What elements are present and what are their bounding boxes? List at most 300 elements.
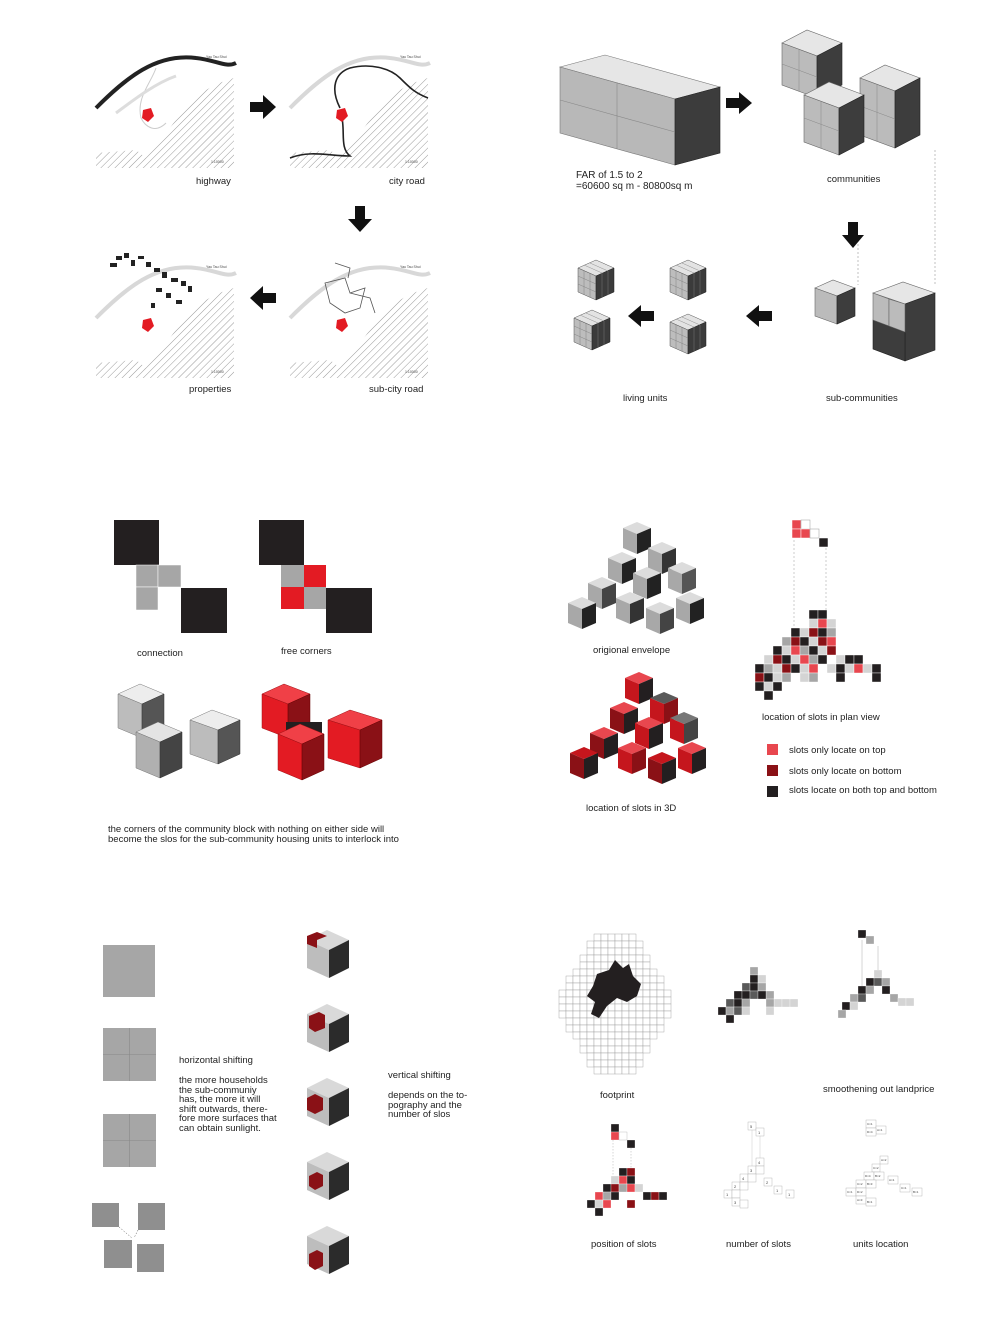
smoothening-grid-2 [834, 928, 919, 1028]
footprint-cell [615, 1039, 622, 1046]
footprint-cell [587, 1060, 594, 1067]
footprint-cell [643, 983, 650, 990]
plan-cell [818, 610, 827, 619]
footprint-cell [643, 1011, 650, 1018]
smoothening-grid-1 [714, 965, 799, 1025]
footprint-cell [601, 1046, 608, 1053]
footprint-cell [629, 1046, 636, 1053]
footprint-cell [601, 1039, 608, 1046]
svg-text:A×1: A×1 [889, 1178, 895, 1182]
plan-cell [809, 664, 818, 673]
plan-cell [836, 673, 845, 682]
corners-note-line-2: become the slos for the sub-community housing units to interlock into [108, 834, 399, 845]
footprint-cell [636, 962, 643, 969]
footprint-cell [643, 969, 650, 976]
caption-units-location: units location [853, 1239, 909, 1250]
footprint-cell [650, 997, 657, 1004]
footprint-cell [636, 969, 643, 976]
map-properties [96, 248, 236, 383]
svg-text:1: 1 [776, 1188, 779, 1193]
footprint-cell [636, 997, 643, 1004]
plan-cell [818, 646, 827, 655]
footprint-cell [608, 1018, 615, 1025]
plan-cell [773, 682, 782, 691]
svg-text:C×2: C×2 [873, 1166, 879, 1170]
footprint-cell [573, 990, 580, 997]
plan-cell [782, 664, 791, 673]
plan-cell [818, 637, 827, 646]
footprint-cell [643, 997, 650, 1004]
plan-cell [764, 691, 773, 700]
footprint-cell [587, 1018, 594, 1025]
footprint-cell [615, 1032, 622, 1039]
plan-cell [755, 664, 764, 673]
desc-line: the sub-communiy [179, 1084, 257, 1096]
footprint-cell [615, 1025, 622, 1032]
footprint-cell [636, 1018, 643, 1025]
svg-text:3: 3 [734, 1200, 737, 1205]
plan-cell [872, 673, 881, 682]
svg-text:B×1: B×1 [913, 1190, 919, 1194]
svg-text:Yau Tau Shui: Yau Tau Shui [400, 55, 421, 59]
footprint-cell [657, 1025, 664, 1032]
map-sub-city-road [290, 248, 430, 383]
footprint-cell [643, 955, 650, 962]
plan-cell [764, 655, 773, 664]
footprint-cell [608, 1053, 615, 1060]
footprint-cell [629, 1011, 636, 1018]
footprint-cell [594, 934, 601, 941]
footprint-grid [557, 932, 677, 1082]
footprint-cell [622, 1018, 629, 1025]
plan-cell [818, 628, 827, 637]
footprint-cell [559, 1004, 566, 1011]
footprint-cell [629, 1018, 636, 1025]
footprint-cell [573, 997, 580, 1004]
footprint-cell [657, 1004, 664, 1011]
footprint-cell [594, 1025, 601, 1032]
plan-cell [809, 637, 818, 646]
footprint-cell [573, 1025, 580, 1032]
footprint-cell [622, 1011, 629, 1018]
svg-text:1:10000: 1:10000 [211, 370, 224, 374]
slots-3d-cubes [570, 670, 715, 785]
footprint-cell [580, 976, 587, 983]
plan-cell [809, 655, 818, 664]
footprint-cell [601, 1067, 608, 1074]
footprint-cell [573, 1004, 580, 1011]
footprint-cell [636, 1011, 643, 1018]
footprint-cell [573, 969, 580, 976]
footprint-cell [615, 948, 622, 955]
footprint-cell [629, 934, 636, 941]
far-block [560, 55, 720, 167]
footprint-cell [622, 955, 629, 962]
desc-line: depends on the to- [388, 1090, 468, 1101]
footprint-cell [615, 941, 622, 948]
footprint-cell [601, 934, 608, 941]
footprint-cell [608, 941, 615, 948]
caption-original-envelope: origional envelope [593, 645, 671, 656]
footprint-cell [573, 983, 580, 990]
plan-cell [764, 664, 773, 673]
svg-text:Yau Tau Shui: Yau Tau Shui [206, 265, 227, 269]
footprint-cell [601, 1025, 608, 1032]
sub-communities-cubes [815, 278, 940, 363]
footprint-cell [608, 948, 615, 955]
footprint-cell [650, 1032, 657, 1039]
footprint-cell [664, 1004, 671, 1011]
svg-text:2: 2 [734, 1184, 737, 1189]
far-line-1: FAR of 1.5 to 2 [576, 170, 643, 181]
footprint-cell [594, 962, 601, 969]
dashed-guides [850, 150, 940, 290]
footprint-cell [650, 990, 657, 997]
footprint-cell [608, 1067, 615, 1074]
desc-line: fore more surfaces that [179, 1113, 277, 1125]
plan-cell [872, 664, 881, 673]
footprint-cell [657, 997, 664, 1004]
svg-text:D×2: D×2 [857, 1190, 863, 1194]
svg-text:1:10000: 1:10000 [211, 160, 224, 164]
footprint-cell [594, 1067, 601, 1074]
plan-cell [782, 655, 791, 664]
svg-text:C×1: C×1 [901, 1186, 907, 1190]
svg-text:C×1: C×1 [867, 1122, 873, 1126]
footprint-cell [566, 990, 573, 997]
footprint-cell [580, 997, 587, 1004]
plan-cell [791, 637, 800, 646]
vertical-shifting-title: vertical shifting [388, 1070, 451, 1081]
footprint-cell [622, 934, 629, 941]
footprint-cell [650, 969, 657, 976]
free-corners-cubes-3d [262, 682, 387, 782]
footprint-cell [594, 955, 601, 962]
footprint-cell [587, 969, 594, 976]
plan-cell [827, 619, 836, 628]
original-envelope-cubes [568, 520, 713, 640]
footprint-cell [615, 1011, 622, 1018]
footprint-cell [615, 1060, 622, 1067]
svg-text:1:10000: 1:10000 [405, 370, 418, 374]
footprint-cell [622, 948, 629, 955]
footprint-cell [580, 1046, 587, 1053]
shift-square-3 [103, 1114, 156, 1167]
caption-connection: connection [137, 648, 183, 659]
svg-text:B×3: B×3 [867, 1182, 873, 1186]
plan-cell [800, 628, 809, 637]
footprint-cell [587, 1046, 594, 1053]
plan-cell [836, 655, 845, 664]
shift-squares-exploded [92, 1200, 172, 1275]
footprint-cell [636, 1039, 643, 1046]
plan-cell [782, 673, 791, 682]
footprint-cell [657, 1011, 664, 1018]
svg-text:4: 4 [758, 1160, 761, 1165]
plan-cell [845, 664, 854, 673]
svg-text:1: 1 [726, 1192, 729, 1197]
plan-cell [773, 655, 782, 664]
footprint-cell [601, 1018, 608, 1025]
legend-label-both: slots locate on both top and bottom [789, 785, 937, 796]
footprint-cell [657, 983, 664, 990]
caption-smoothening: smoothening out landprice [823, 1084, 935, 1095]
footprint-cell [608, 1060, 615, 1067]
footprint-cell [608, 1025, 615, 1032]
footprint-cell [643, 1032, 650, 1039]
footprint-cell [664, 1011, 671, 1018]
footprint-cell [594, 1018, 601, 1025]
footprint-cell [594, 1060, 601, 1067]
footprint-cell [580, 990, 587, 997]
footprint-cell [587, 1053, 594, 1060]
footprint-cell [636, 948, 643, 955]
footprint-cell [587, 1032, 594, 1039]
svg-text:1: 1 [758, 1130, 761, 1135]
svg-text:A×3: A×3 [857, 1198, 863, 1202]
legend-label-top: slots only locate on top [789, 745, 886, 756]
caption-highway: highway [196, 176, 231, 187]
footprint-cell [615, 1067, 622, 1074]
plan-cell [836, 664, 845, 673]
footprint-cell [643, 1018, 650, 1025]
footprint-cell [636, 955, 643, 962]
plan-cell [773, 673, 782, 682]
plan-cell [854, 664, 863, 673]
position-slots-grid [585, 1122, 675, 1222]
footprint-cell [580, 1032, 587, 1039]
footprint-cell [629, 941, 636, 948]
plan-cell [755, 682, 764, 691]
svg-text:A×1: A×1 [877, 1128, 883, 1132]
footprint-cell [566, 997, 573, 1004]
footprint-cell [601, 1053, 608, 1060]
footprint-cell [636, 1053, 643, 1060]
plan-cell [800, 673, 809, 682]
footprint-cell [573, 1032, 580, 1039]
footprint-cell [622, 1039, 629, 1046]
footprint-cell [580, 1025, 587, 1032]
plan-cell [809, 646, 818, 655]
svg-text:Yau Tau Shui: Yau Tau Shui [400, 265, 421, 269]
caption-slots-3d: location of slots in 3D [586, 803, 677, 814]
footprint-cell [601, 1032, 608, 1039]
plan-cell [800, 655, 809, 664]
svg-text:5: 5 [750, 1124, 753, 1129]
footprint-cell [629, 1053, 636, 1060]
plan-cell [818, 655, 827, 664]
plan-cell [791, 655, 800, 664]
footprint-cell [587, 1025, 594, 1032]
footprint-cell [650, 983, 657, 990]
footprint-cell [615, 934, 622, 941]
legend-swatch-bottom [767, 765, 778, 776]
footprint-cell [608, 955, 615, 962]
legend-swatch-top [767, 744, 778, 755]
caption-number-slots: number of slots [726, 1239, 791, 1250]
footprint-cell [587, 941, 594, 948]
plan-cell [764, 682, 773, 691]
footprint-cell [594, 941, 601, 948]
footprint-cell [559, 990, 566, 997]
footprint-cell [622, 1032, 629, 1039]
horizontal-shifting-title: horizontal shifting [179, 1055, 253, 1066]
units-location-grid [842, 1118, 927, 1218]
footprint-cell [587, 962, 594, 969]
number-slots-grid [718, 1120, 808, 1220]
footprint-cell [594, 1032, 601, 1039]
plan-cell [800, 646, 809, 655]
footprint-cell [615, 1018, 622, 1025]
legend-label-bottom: slots only locate on bottom [789, 766, 902, 777]
footprint-cell [601, 941, 608, 948]
plan-cell [773, 646, 782, 655]
shift-square-1 [103, 945, 155, 997]
caption-sub-communities: sub-communities [826, 393, 898, 404]
caption-free-corners: free corners [281, 646, 332, 657]
footprint-cell [587, 948, 594, 955]
corners-note-line-1: the corners of the community block with nothing on either side will [108, 824, 385, 835]
footprint-cell [643, 1039, 650, 1046]
svg-text:B×2: B×2 [875, 1174, 881, 1178]
desc-line: the more households [179, 1075, 268, 1086]
footprint-cell [643, 962, 650, 969]
horizontal-shifting-desc [179, 1076, 277, 1134]
footprint-cell [601, 955, 608, 962]
footprint-cell [601, 948, 608, 955]
footprint-cell [566, 1025, 573, 1032]
footprint-cell [587, 955, 594, 962]
shift-square-2 [103, 1028, 156, 1081]
living-units-cubes [570, 258, 715, 358]
footprint-cell [657, 1018, 664, 1025]
footprint-cell [650, 1025, 657, 1032]
plan-cell [809, 628, 818, 637]
plan-cell [800, 637, 809, 646]
footprint-cell [622, 1025, 629, 1032]
footprint-cell [629, 1039, 636, 1046]
plan-cell [827, 646, 836, 655]
footprint-cell [650, 1004, 657, 1011]
footprint-cell [608, 1039, 615, 1046]
footprint-cell [566, 1011, 573, 1018]
plan-cell [854, 655, 863, 664]
footprint-cell [566, 1018, 573, 1025]
footprint-cell [587, 1039, 594, 1046]
footprint-cell [650, 976, 657, 983]
caption-properties: properties [189, 384, 232, 395]
svg-text:B×1: B×1 [867, 1200, 873, 1204]
footprint-cell [566, 1004, 573, 1011]
free-corners-diagram [259, 520, 373, 634]
footprint-cell [608, 1032, 615, 1039]
caption-position-slots: position of slots [591, 1239, 657, 1250]
footprint-cell [566, 976, 573, 983]
desc-line: number of slos [388, 1109, 451, 1121]
vertical-shift-cubes [305, 928, 355, 1273]
map-city-road [290, 38, 430, 173]
footprint-cell [636, 1032, 643, 1039]
plan-cell [791, 646, 800, 655]
svg-text:D×4: D×4 [867, 1130, 873, 1134]
plan-cell [773, 664, 782, 673]
plan-cell [809, 673, 818, 682]
footprint-cell [566, 983, 573, 990]
footprint-cell [594, 948, 601, 955]
footprint-cell [650, 1018, 657, 1025]
footprint-cell [559, 1011, 566, 1018]
svg-text:3: 3 [750, 1168, 753, 1173]
footprint-cell [664, 990, 671, 997]
caption-sub-city-road: sub-city road [369, 384, 424, 395]
plan-cell [791, 628, 800, 637]
plan-cell [782, 646, 791, 655]
slots-plan-grid [754, 518, 889, 703]
footprint-cell [622, 1067, 629, 1074]
footprint-cell [643, 1025, 650, 1032]
footprint-cell [622, 1004, 629, 1011]
svg-text:C×2: C×2 [857, 1182, 863, 1186]
footprint-cell [573, 1018, 580, 1025]
desc-line: has, the more it will [179, 1094, 261, 1106]
footprint-cell [643, 1004, 650, 1011]
footprint-cell [580, 1011, 587, 1018]
caption-living-units: living units [623, 393, 668, 404]
connection-diagram [114, 520, 228, 634]
footprint-cell [636, 1025, 643, 1032]
footprint-cell [629, 1025, 636, 1032]
footprint-cell [594, 1053, 601, 1060]
plan-cell [818, 619, 827, 628]
communities-cubes [782, 28, 942, 168]
footprint-cell [636, 1004, 643, 1011]
footprint-cell [643, 976, 650, 983]
caption-city-road: city road [389, 176, 425, 187]
footprint-cell [559, 997, 566, 1004]
footprint-cell [615, 955, 622, 962]
footprint-cell [580, 983, 587, 990]
footprint-cell [643, 990, 650, 997]
footprint-cell [573, 976, 580, 983]
footprint-cell [587, 976, 594, 983]
svg-text:1:10000: 1:10000 [405, 160, 418, 164]
svg-text:C×1: C×1 [847, 1190, 853, 1194]
svg-text:1: 1 [788, 1192, 791, 1197]
footprint-cell [629, 1067, 636, 1074]
map-highway [96, 38, 236, 173]
footprint-cell [573, 1011, 580, 1018]
svg-text:2: 2 [766, 1180, 769, 1185]
footprint-cell [643, 1046, 650, 1053]
footprint-cell [580, 969, 587, 976]
vertical-shifting-desc [388, 1091, 467, 1120]
plan-cell [827, 637, 836, 646]
footprint-cell [601, 962, 608, 969]
footprint-cell [615, 1053, 622, 1060]
caption-slots-plan: location of slots in plan view [762, 712, 880, 723]
connection-cubes-3d [118, 682, 243, 782]
plan-cell [863, 664, 872, 673]
footprint-cell [622, 1046, 629, 1053]
footprint-cell [629, 948, 636, 955]
footprint-cell [608, 1004, 615, 1011]
footprint-cell [580, 962, 587, 969]
footprint-cell [594, 1039, 601, 1046]
footprint-cell [629, 1060, 636, 1067]
footprint-cell [664, 997, 671, 1004]
caption-footprint: footprint [600, 1090, 635, 1101]
far-line-2: =60600 sq m - 80800sq m [576, 181, 693, 192]
